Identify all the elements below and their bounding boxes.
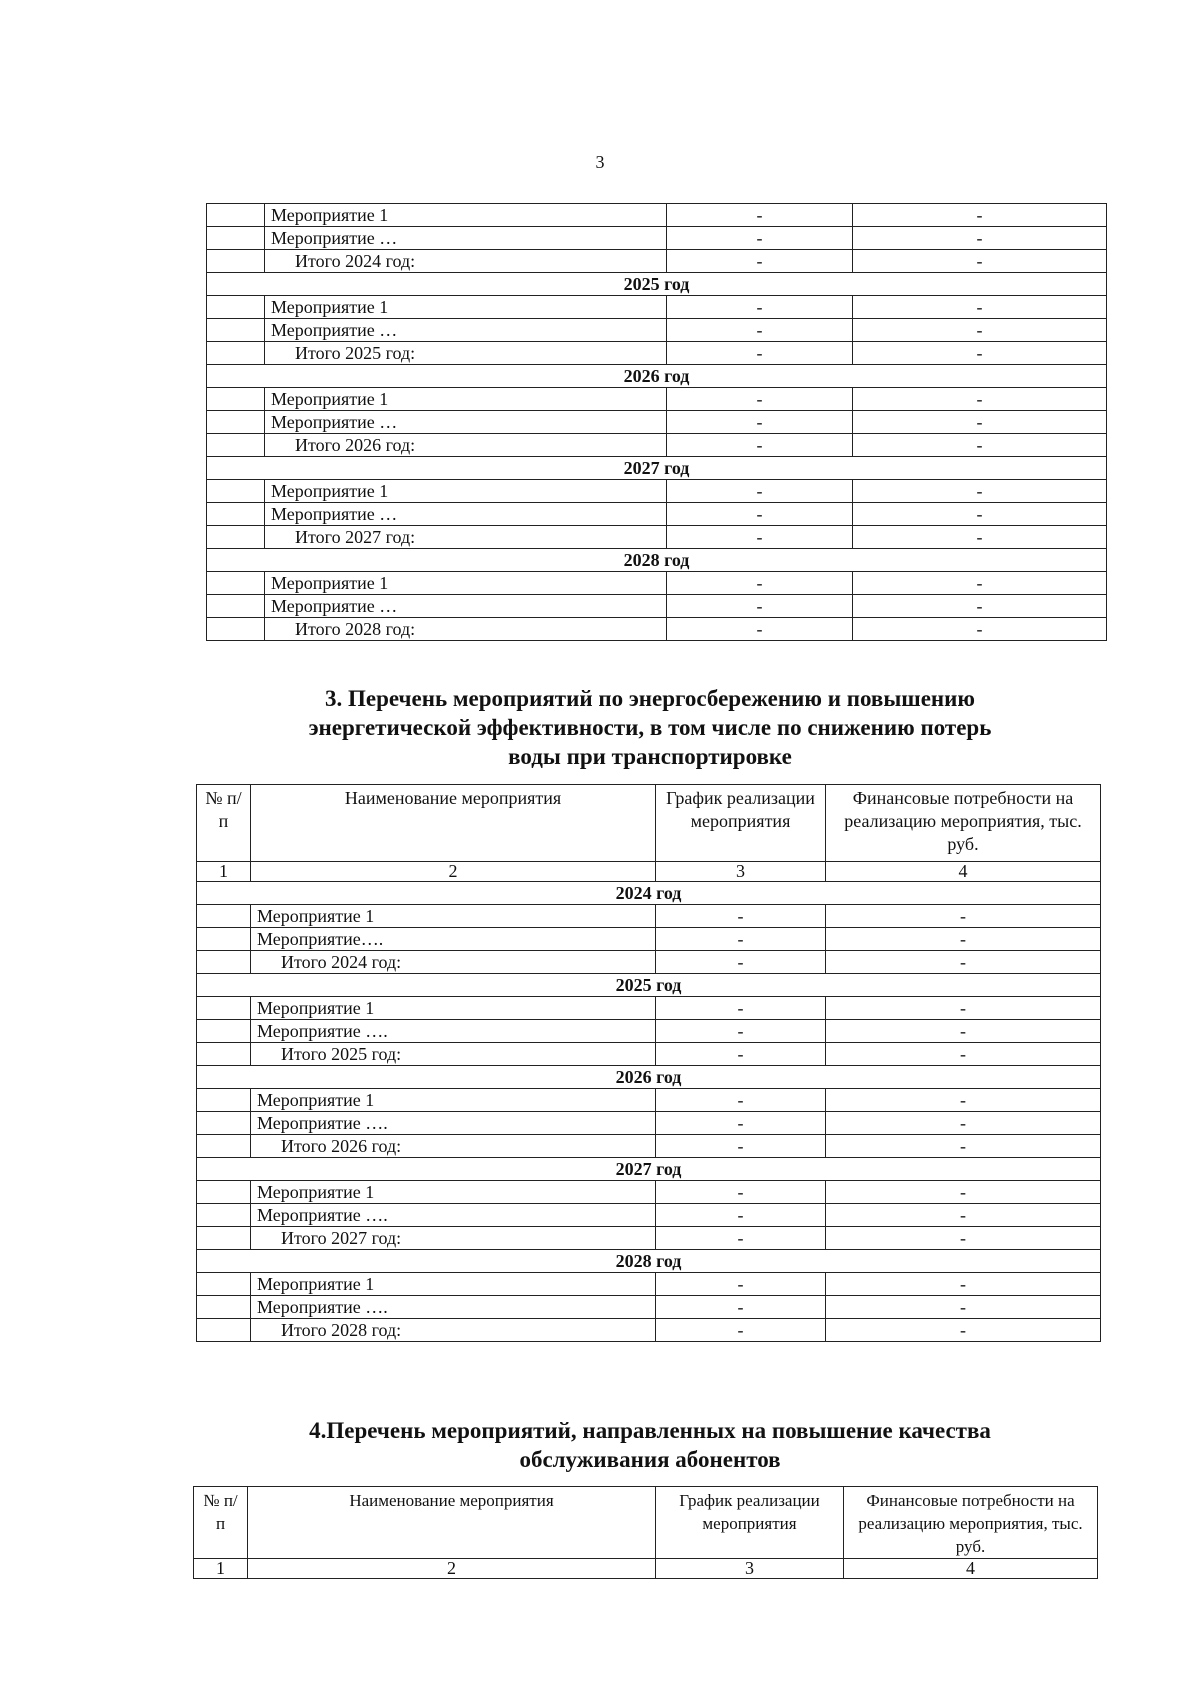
schedule-value: - xyxy=(667,296,853,319)
column-index: 2 xyxy=(251,862,656,882)
finance-value: - xyxy=(826,1112,1101,1135)
table-row xyxy=(207,411,1107,434)
measure-name: Мероприятие 1 xyxy=(265,296,667,319)
table-row xyxy=(197,997,1101,1020)
measure-name: Итого 2025 год: xyxy=(251,1043,656,1066)
finance-value: - xyxy=(853,342,1107,365)
year-label: 2026 год xyxy=(197,1066,1101,1089)
row-number xyxy=(197,1089,251,1112)
section-3-heading xyxy=(200,684,1100,771)
section-3-title-line: воды при транспортировке xyxy=(508,744,792,769)
finance-value: - xyxy=(853,572,1107,595)
year-label: 2024 год xyxy=(197,882,1101,905)
total-row xyxy=(197,1135,1101,1158)
column-index: 4 xyxy=(826,862,1101,882)
finance-value: - xyxy=(853,503,1107,526)
total-row xyxy=(197,1043,1101,1066)
year-group-row xyxy=(207,273,1107,296)
row-number xyxy=(207,526,265,549)
schedule-value: - xyxy=(667,480,853,503)
row-number xyxy=(207,388,265,411)
year-label: 2025 год xyxy=(207,273,1107,296)
measure-name: Мероприятие 1 xyxy=(265,204,667,227)
schedule-value: - xyxy=(667,526,853,549)
finance-value: - xyxy=(853,618,1107,641)
row-number xyxy=(197,1273,251,1296)
schedule-value: - xyxy=(667,227,853,250)
header-schedule: График реализации мероприятия xyxy=(656,1487,844,1559)
energy-saving-measures-table xyxy=(196,784,1101,1342)
row-number xyxy=(207,480,265,503)
schedule-value: - xyxy=(667,250,853,273)
finance-value: - xyxy=(853,319,1107,342)
table-row xyxy=(207,595,1107,618)
row-number xyxy=(207,572,265,595)
table-row xyxy=(197,1089,1101,1112)
schedule-value: - xyxy=(667,204,853,227)
schedule-value: - xyxy=(667,342,853,365)
table-row xyxy=(207,319,1107,342)
year-group-row xyxy=(197,1066,1101,1089)
measure-name: Итого 2027 год: xyxy=(265,526,667,549)
table-row xyxy=(207,480,1107,503)
total-row xyxy=(207,250,1107,273)
column-index: 4 xyxy=(844,1559,1098,1579)
finance-value: - xyxy=(826,1043,1101,1066)
schedule-value: - xyxy=(656,1273,826,1296)
row-number xyxy=(207,250,265,273)
row-number xyxy=(197,1296,251,1319)
finance-value: - xyxy=(826,1319,1101,1342)
year-label: 2026 год xyxy=(207,365,1107,388)
section-4-title-line: 4.Перечень мероприятий, направленных на повышение качества xyxy=(309,1418,991,1443)
measure-name: Итого 2027 год: xyxy=(251,1227,656,1250)
year-label: 2025 год xyxy=(197,974,1101,997)
row-number xyxy=(197,951,251,974)
measure-name: Мероприятие …. xyxy=(251,1020,656,1043)
measure-name: Мероприятие … xyxy=(265,227,667,250)
finance-value: - xyxy=(826,928,1101,951)
total-row xyxy=(197,1319,1101,1342)
year-label: 2027 год xyxy=(197,1158,1101,1181)
service-quality-measures-table xyxy=(193,1486,1098,1579)
header-name: Наименование мероприятия xyxy=(248,1487,656,1559)
finance-value: - xyxy=(853,595,1107,618)
finance-value: - xyxy=(826,1020,1101,1043)
table-row xyxy=(207,296,1107,319)
measure-name: Итого 2026 год: xyxy=(251,1135,656,1158)
table-row xyxy=(197,1204,1101,1227)
total-row xyxy=(207,434,1107,457)
total-row xyxy=(197,1227,1101,1250)
measure-name: Мероприятие 1 xyxy=(251,1181,656,1204)
measure-name: Мероприятие …. xyxy=(251,1296,656,1319)
total-row xyxy=(197,951,1101,974)
finance-value: - xyxy=(853,480,1107,503)
column-index: 1 xyxy=(197,862,251,882)
row-number xyxy=(207,227,265,250)
schedule-value: - xyxy=(667,595,853,618)
measure-name: Итого 2024 год: xyxy=(251,951,656,974)
finance-value: - xyxy=(853,411,1107,434)
schedule-value: - xyxy=(656,997,826,1020)
row-number xyxy=(197,905,251,928)
measure-name: Мероприятие 1 xyxy=(265,388,667,411)
finance-value: - xyxy=(826,1273,1101,1296)
finance-value: - xyxy=(826,1227,1101,1250)
year-group-row xyxy=(207,365,1107,388)
year-group-row xyxy=(197,1250,1101,1273)
measure-name: Итого 2024 год: xyxy=(265,250,667,273)
header-num: № п/п xyxy=(194,1487,248,1559)
schedule-value: - xyxy=(656,1181,826,1204)
schedule-value: - xyxy=(656,1296,826,1319)
year-group-row xyxy=(207,549,1107,572)
table-row xyxy=(197,1020,1101,1043)
schedule-value: - xyxy=(656,1043,826,1066)
table-row xyxy=(207,388,1107,411)
table-row xyxy=(197,1273,1101,1296)
finance-value: - xyxy=(853,526,1107,549)
measure-name: Мероприятие … xyxy=(265,503,667,526)
column-index-row xyxy=(197,862,1101,882)
schedule-value: - xyxy=(656,1020,826,1043)
column-index: 3 xyxy=(656,862,826,882)
measure-name: Мероприятие …. xyxy=(251,1204,656,1227)
measure-name: Мероприятие 1 xyxy=(265,572,667,595)
finance-value: - xyxy=(826,997,1101,1020)
row-number xyxy=(207,618,265,641)
table-row xyxy=(197,1112,1101,1135)
measure-name: Мероприятие … xyxy=(265,595,667,618)
table-row xyxy=(207,204,1107,227)
year-label: 2028 год xyxy=(197,1250,1101,1273)
table-row xyxy=(207,227,1107,250)
table-row xyxy=(197,905,1101,928)
column-index: 2 xyxy=(248,1559,656,1579)
schedule-value: - xyxy=(656,928,826,951)
schedule-value: - xyxy=(667,618,853,641)
schedule-value: - xyxy=(667,411,853,434)
schedule-value: - xyxy=(656,1319,826,1342)
measure-name: Итого 2028 год: xyxy=(265,618,667,641)
row-number xyxy=(207,503,265,526)
measure-name: Итого 2028 год: xyxy=(251,1319,656,1342)
section-4-heading xyxy=(200,1416,1100,1474)
finance-value: - xyxy=(826,1204,1101,1227)
finance-value: - xyxy=(853,388,1107,411)
table-header-row xyxy=(197,785,1101,862)
finance-value: - xyxy=(826,905,1101,928)
year-group-row xyxy=(197,974,1101,997)
measure-name: Мероприятие 1 xyxy=(251,1273,656,1296)
finance-value: - xyxy=(826,951,1101,974)
table-row xyxy=(197,1296,1101,1319)
measure-name: Мероприятие 1 xyxy=(251,905,656,928)
total-row xyxy=(207,526,1107,549)
row-number xyxy=(197,1135,251,1158)
finance-value: - xyxy=(853,250,1107,273)
page-number: 3 xyxy=(595,152,605,172)
measure-name: Мероприятие …. xyxy=(251,1112,656,1135)
measure-name: Мероприятие … xyxy=(265,319,667,342)
header-schedule: График реализации мероприятия xyxy=(656,785,826,862)
finance-value: - xyxy=(826,1296,1101,1319)
column-index: 1 xyxy=(194,1559,248,1579)
table-row xyxy=(197,928,1101,951)
row-number xyxy=(207,342,265,365)
finance-value: - xyxy=(853,204,1107,227)
row-number xyxy=(197,997,251,1020)
row-number xyxy=(197,928,251,951)
year-group-row xyxy=(197,882,1101,905)
measure-name: Мероприятие 1 xyxy=(251,1089,656,1112)
row-number xyxy=(207,296,265,319)
finance-value: - xyxy=(853,296,1107,319)
schedule-value: - xyxy=(656,905,826,928)
total-row xyxy=(207,618,1107,641)
schedule-value: - xyxy=(667,434,853,457)
schedule-value: - xyxy=(656,1135,826,1158)
measure-name: Мероприятие 1 xyxy=(265,480,667,503)
table-row xyxy=(197,1181,1101,1204)
schedule-value: - xyxy=(656,1089,826,1112)
header-finance: Финансовые потребности на реализацию мероприятия, тыс. руб. xyxy=(844,1487,1098,1559)
schedule-value: - xyxy=(667,319,853,342)
measure-name: Мероприятие…. xyxy=(251,928,656,951)
row-number xyxy=(207,319,265,342)
column-index: 3 xyxy=(656,1559,844,1579)
year-label: 2028 год xyxy=(207,549,1107,572)
header-finance: Финансовые потребности на реализацию мероприятия, тыс. руб. xyxy=(826,785,1101,862)
schedule-value: - xyxy=(656,951,826,974)
row-number xyxy=(197,1319,251,1342)
finance-value: - xyxy=(826,1135,1101,1158)
schedule-value: - xyxy=(667,572,853,595)
finance-value: - xyxy=(853,227,1107,250)
row-number xyxy=(207,411,265,434)
header-num: № п/п xyxy=(197,785,251,862)
schedule-value: - xyxy=(656,1227,826,1250)
table-row xyxy=(207,572,1107,595)
year-label: 2027 год xyxy=(207,457,1107,480)
measure-name: Мероприятие 1 xyxy=(251,997,656,1020)
finance-value: - xyxy=(826,1089,1101,1112)
continuation-table xyxy=(206,203,1107,641)
schedule-value: - xyxy=(667,388,853,411)
measure-name: Итого 2025 год: xyxy=(265,342,667,365)
year-group-row xyxy=(197,1158,1101,1181)
schedule-value: - xyxy=(656,1204,826,1227)
year-group-row xyxy=(207,457,1107,480)
row-number xyxy=(197,1043,251,1066)
row-number xyxy=(207,434,265,457)
finance-value: - xyxy=(826,1181,1101,1204)
measure-name: Итого 2026 год: xyxy=(265,434,667,457)
header-name: Наименование мероприятия xyxy=(251,785,656,862)
row-number xyxy=(197,1020,251,1043)
table-header-row xyxy=(194,1487,1098,1559)
row-number xyxy=(197,1227,251,1250)
row-number xyxy=(197,1112,251,1135)
section-3-title-line: энергетической эффективности, в том числе по снижению потерь xyxy=(308,715,992,740)
finance-value: - xyxy=(853,434,1107,457)
column-index-row xyxy=(194,1559,1098,1579)
row-number xyxy=(207,595,265,618)
schedule-value: - xyxy=(667,503,853,526)
schedule-value: - xyxy=(656,1112,826,1135)
row-number xyxy=(197,1181,251,1204)
measure-name: Мероприятие … xyxy=(265,411,667,434)
row-number xyxy=(197,1204,251,1227)
section-4-title-line: обслуживания абонентов xyxy=(519,1447,781,1472)
table-row xyxy=(207,503,1107,526)
total-row xyxy=(207,342,1107,365)
row-number xyxy=(207,204,265,227)
section-3-title-line: 3. Перечень мероприятий по энергосбережению и повышению xyxy=(325,686,975,711)
